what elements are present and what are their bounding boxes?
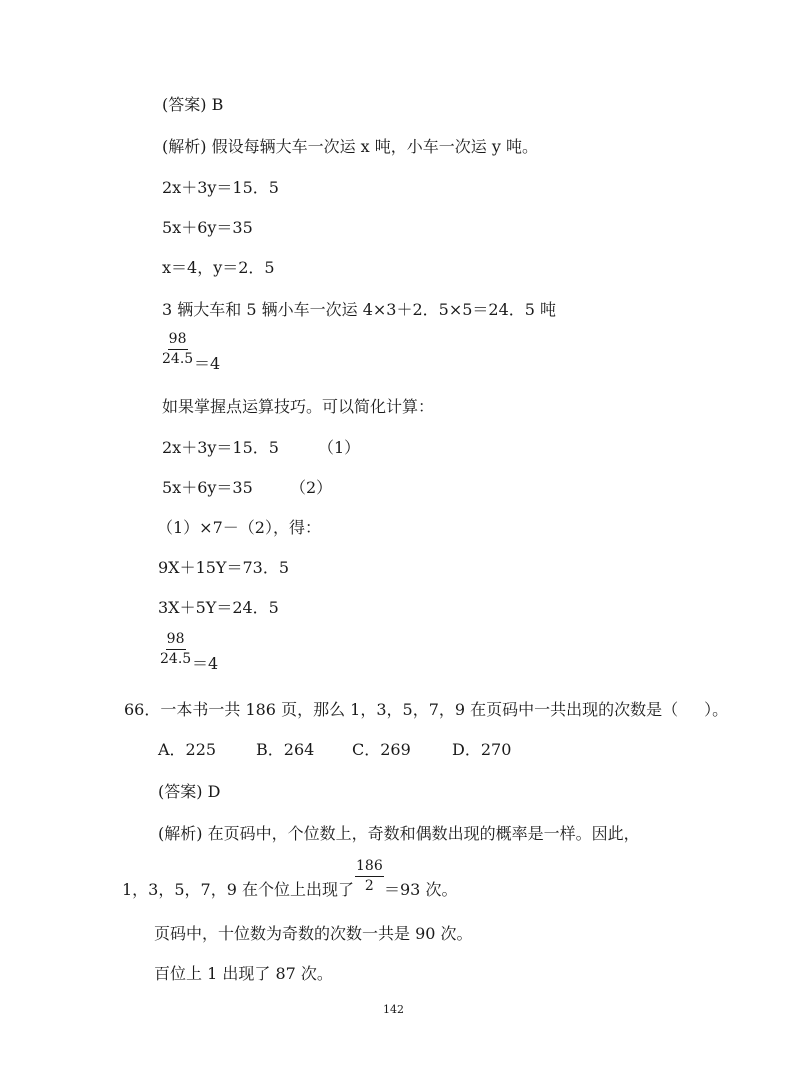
analysis-line: (解析) 假设每辆大车一次运 x 吨，小车一次运 y 吨。 bbox=[162, 137, 538, 156]
fraction-1-numerator: 98 bbox=[168, 332, 188, 350]
equation-3: 9X＋15Y＝73．5 bbox=[158, 558, 290, 577]
equation-2: 5x＋6y＝35 bbox=[162, 218, 253, 237]
option-c: C．269 bbox=[352, 740, 411, 759]
fraction-1 bbox=[162, 332, 193, 367]
solution-line: x＝4，y＝2．5 bbox=[162, 258, 275, 277]
equation-2b-tag: （2） bbox=[290, 478, 333, 497]
tens-line: 页码中，十位数为奇数的次数一共是 90 次。 bbox=[154, 924, 473, 943]
equation-1b: 2x＋3y＝15．5 bbox=[162, 438, 279, 457]
equation-2b: 5x＋6y＝35 bbox=[162, 478, 253, 497]
question-66-stem-after: ）。 bbox=[704, 700, 729, 719]
answer-line: (答案) B bbox=[162, 95, 224, 114]
fraction-2-denominator: 24.5 bbox=[160, 651, 192, 667]
capacity-line: 3 辆大车和 5 辆小车一次运 4×3＋2．5×5＝24．5 吨 bbox=[162, 300, 557, 319]
combine-line: （1）×7－（2），得： bbox=[157, 518, 321, 537]
units-line-after: ＝93 次。 bbox=[384, 880, 458, 899]
question-66-stem bbox=[124, 700, 728, 720]
question-66-answer: (答案) D bbox=[158, 782, 221, 801]
units-fraction bbox=[355, 859, 384, 894]
option-b: B．264 bbox=[256, 740, 315, 759]
equation-1: 2x＋3y＝15．5 bbox=[162, 178, 279, 197]
hundreds-line: 百位上 1 出现了 87 次。 bbox=[154, 964, 333, 983]
units-fraction-numerator: 186 bbox=[355, 859, 384, 877]
equation-4: 3X＋5Y＝24．5 bbox=[158, 598, 279, 617]
fraction-1-denominator: 24.5 bbox=[162, 351, 194, 367]
fraction-2-numerator: 98 bbox=[166, 632, 186, 650]
question-66-analysis: (解析) 在页码中，个位数上，奇数和偶数出现的概率是一样。因此， bbox=[158, 824, 640, 843]
fraction-2-result: ＝4 bbox=[192, 654, 219, 673]
fraction-2 bbox=[160, 632, 191, 667]
option-d: D．270 bbox=[452, 740, 512, 759]
equation-1b-tag: （1） bbox=[318, 438, 361, 457]
units-line-before: 1，3，5，7，9 在个位上出现了 bbox=[122, 880, 354, 899]
page-number: 142 bbox=[383, 1003, 404, 1016]
question-66-stem-before: 66．一本书一共 186 页，那么 1，3，5，7，9 在页码中一共出现的次数是（ bbox=[124, 700, 679, 719]
tip-line: 如果掌握点运算技巧。可以简化计算： bbox=[162, 397, 435, 416]
units-fraction-denominator: 2 bbox=[364, 878, 374, 894]
fraction-1-result: ＝4 bbox=[194, 354, 221, 373]
option-a: A．225 bbox=[158, 740, 217, 759]
